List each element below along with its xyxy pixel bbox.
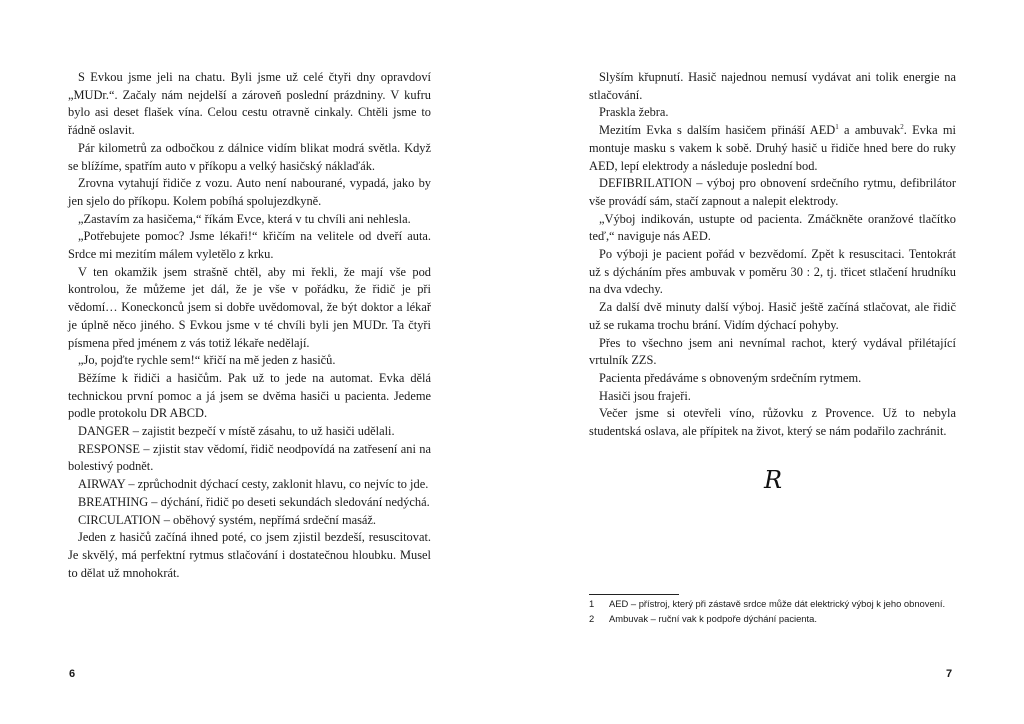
footnote-text: AED – přístroj, který při zástavě srdce může dát elektrický výboj k jeho obnovení. bbox=[609, 598, 946, 609]
footnote bbox=[589, 597, 959, 610]
paragraph: Večer jsme si otevřeli víno, růžovku z Provence. Už to nebyla studentská oslava, ale přípitek na život, který se nám podařilo zachránit. bbox=[589, 406, 956, 439]
paragraph: BREATHING – dýchání, řidič po deseti sekundách sledování nedýchá. bbox=[78, 494, 430, 509]
footnote-ref: 1 bbox=[835, 122, 839, 131]
page-number: 6 bbox=[69, 668, 76, 680]
paragraph: Běžíme k řidiči a hasičům. Pak už to jede na automat. Evka dělá technickou první pomoc a já jsem se dvěma hasiči u pacienta. Jedeme podle protokolu DR ABCD. bbox=[68, 370, 431, 421]
paragraph: Praskla žebra. bbox=[599, 105, 669, 120]
paragraph: Přes to všechno jsem ani nevnímal rachot, který vydával přilétající vrtulník ZZS. bbox=[589, 335, 956, 368]
right-text-column bbox=[589, 69, 956, 441]
paragraph: Jeden z hasičů začíná ihned poté, co jsem zjistil bezdeší, resuscitovat. Je skvělý, má perfektní rytmus stlačování i dostatečnou hloubku. Musel to dělat už mnohokrát. bbox=[68, 530, 431, 580]
paragraph: „Výboj indikován, ustupte od pacienta. Zmáčkněte oranžové tlačítko teď,“ naviguje nás AED. bbox=[589, 211, 956, 244]
paragraph: Po výboji je pacient pořád v bezvědomí. Zpět k resuscitaci. Tentokrát už s dýcháním přes ambuvak v poměru 30 : 2, tj. třicet stlačení hrudníku na dva vdechy. bbox=[589, 247, 956, 297]
left-text-column bbox=[68, 69, 431, 582]
paragraph: Slyším křupnutí. Hasič najednou nemusí vydávat ani tolik energie na stlačování. bbox=[589, 70, 956, 102]
footnote-ref: 2 bbox=[900, 122, 904, 131]
paragraph: AIRWAY – zprůchodnit dýchací cesty, zaklonit hlavu, co nejvíc to jde. bbox=[78, 477, 429, 492]
paragraph: Pár kilometrů za odbočkou z dálnice vidím blikat modrá světla. Když se blížíme, spatřím auto v příkopu a velký hasičský náklaďák. bbox=[68, 140, 431, 173]
paragraph: „Potřebujete pomoc? Jsme lékaři!“ křičím na velitele od dveří auta. Srdce mi mezitím málem vyletělo z krku. bbox=[68, 229, 431, 262]
footnote-divider bbox=[589, 594, 679, 595]
paragraph: CIRCULATION – oběhový systém, nepřímá srdeční masáž. bbox=[78, 512, 377, 527]
paragraph: RESPONSE – zjistit stav vědomí, řidič neodpovídá na zatřesení ani na bolestivý podnět. bbox=[68, 441, 431, 474]
paragraph-with-footnotes bbox=[589, 122, 956, 175]
text-run: a ambuvak bbox=[838, 123, 901, 138]
paragraph: V ten okamžik jsem strašně chtěl, aby mi řekli, že mají vše pod kontrolou, že můžeme jet dál, že je vše v pořádku, že řidič je při vědomí… Koneckonců jsem si dobře uvědomoval, že být doktor a lékař je úplně něco jiného. S Evkou jsme v té chvíli byli jen MUDr. Ta čtyři písmena před jménem z vás totiž lékaře nedělají. bbox=[68, 264, 431, 350]
paragraph: DANGER – zajistit bezpečí v místě zásahu, to už hasiči udělali. bbox=[78, 424, 395, 439]
paragraph: Pacienta předáváme s obnoveným srdečním rytmem. bbox=[599, 370, 862, 385]
end-of-chapter-ornament: R bbox=[764, 466, 783, 494]
paragraph: Zrovna vytahují řidiče z vozu. Auto není nabourané, vypadá, jako by jen sjelo do příkopu. Kolem pobíhá spolujezdkyně. bbox=[68, 176, 431, 208]
footnote bbox=[589, 612, 959, 625]
footnote-number: 1 bbox=[589, 598, 595, 609]
paragraph: „Zastavím za hasičema,“ říkám Evce, která v tu chvíli ani nehlesla. bbox=[78, 211, 411, 226]
footnote-number: 2 bbox=[589, 613, 595, 624]
footnote-text: Ambuvak – ruční vak k podpoře dýchání pacienta. bbox=[609, 613, 817, 624]
right-page bbox=[512, 0, 1024, 724]
page-number: 7 bbox=[946, 668, 953, 680]
paragraph: „Jo, pojďte rychle sem!“ křičí na mě jeden z hasičů. bbox=[78, 353, 336, 368]
paragraph: Za další dvě minuty další výboj. Hasič ještě začíná stlačovat, ale řidič už se rukama trochu brání. Vidím dýchací pohyby. bbox=[589, 300, 956, 332]
text-run: Mezitím Evka s dalším hasičem přináší AED bbox=[599, 123, 836, 138]
paragraph: Hasiči jsou frajeři. bbox=[599, 388, 691, 403]
text-run: . Evka mi montuje masku s vakem k sobě. Druhý hasič u řidiče hned bere do ruky AED, lepí elektrody a následuje poslední bod. bbox=[589, 123, 956, 173]
paragraph: S Evkou jsme jeli na chatu. Byli jsme už celé čtyři dny opravdoví „MUDr.“. Začaly nám nejdelší a zároveň poslední prázdniny. V kufru bylo asi deset flašek vína. Celou cestu otravně cinkaly. Chtěli jsme to řádně oslavit. bbox=[68, 70, 431, 138]
footnotes bbox=[589, 597, 959, 627]
paragraph: DEFIBRILATION – výboj pro obnovení srdečního rytmu, defibrilátor vše provádí sám, stačí zapnout a nalepit elektrody. bbox=[589, 176, 956, 208]
